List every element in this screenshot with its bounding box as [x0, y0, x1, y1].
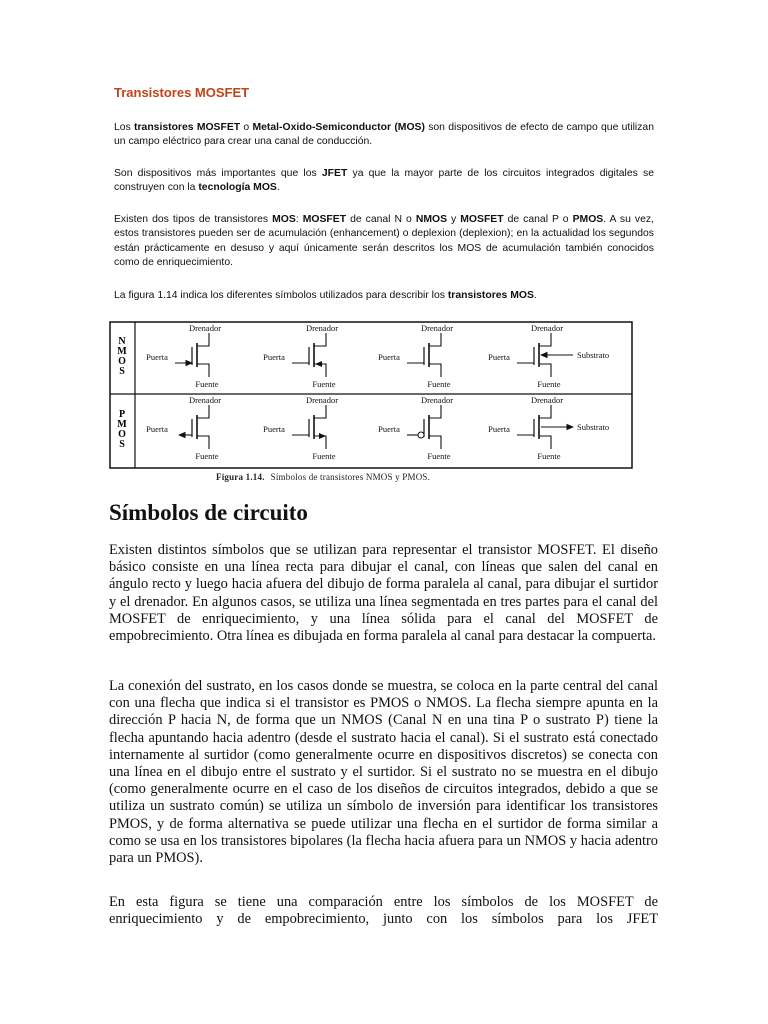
- pmos-symbol-4-label-drain: Drenador: [530, 395, 564, 405]
- paragraph-figure-reference: La figura 1.14 indica los diferentes símbolos utilizados para describir los transistores MOS.: [114, 290, 537, 301]
- nmos-symbol-3-label-gate: Puerta: [378, 352, 400, 362]
- pmos-symbol-1-label-source: Fuente: [195, 451, 219, 461]
- row-label-pmos: P M O S: [117, 409, 127, 450]
- nmos-symbol-2-label-source: Fuente: [312, 379, 336, 389]
- nmos-symbol-3-label-source: Fuente: [427, 379, 451, 389]
- pmos-symbol-2-label-gate: Puerta: [263, 424, 285, 434]
- pmos-symbol-4-label-source: Fuente: [537, 451, 561, 461]
- paragraph-mosfet-types: Existen dos tipos de transistores MOS: MOSFET de canal N o NMOS y MOSFET de canal P o PMOS. A su vez, estos transistores pueden ser de acumulación (enhancement) o deplexion (deplexion); en la actualidad los segundos están prácticamente en desuso y aquí únicamente serán descritos los MOS de acumulación también conocidos como de enriquecimiento.: [114, 214, 654, 269]
- pmos-symbol-3-label-drain: Drenador: [420, 395, 454, 405]
- nmos-symbol-1-label-source: Fuente: [195, 379, 219, 389]
- nmos-symbol-3-label-drain: Drenador: [420, 323, 454, 333]
- row-label-nmos: N M O S: [117, 336, 127, 377]
- paragraph-substrate: La conexión del sustrato, en los casos donde se muestra, se coloca en la parte central del canal con una flecha que indica si el transistor es PMOS o NMOS. La flecha siempre apunta en la dirección P hacia N, de forma que un NMOS (Canal N en una tina P o sustrato P) tiene la flecha apuntando hacia adentro (desde el sustrato hacia el canal). Si el sustrato está conectado internamente al surtidor (como generalmente ocurre en dispositivos discretos) se conecta con una línea en el dibujo entre el sustrato y el surtidor. Si el sustrato no se muestra en el dibujo (como generalmente ocurre en el caso de los diseños de circuitos integrados, debido a que se utiliza un sustrato común) se utiliza un símbolo de inversión para identificar los transistores PMOS, y de forma alternativa se puede utilizar una flecha en el surtidor de forma similar a como se usa en los transistores bipolares (la flecha hacia afuera para un NMOS y hacia adentro para un PMOS).: [109, 678, 658, 867]
- pmos-symbol-3-label-source: Fuente: [427, 451, 451, 461]
- pmos-symbol-1-label-drain: Drenador: [188, 395, 222, 405]
- nmos-symbol-4-label-drain: Drenador: [530, 323, 564, 333]
- nmos-symbol-2-label-drain: Drenador: [305, 323, 339, 333]
- pmos-symbol-3-label-gate: Puerta: [378, 424, 400, 434]
- section-title-mosfet: Transistores MOSFET: [114, 85, 250, 100]
- nmos-symbol-1-label-gate: Puerta: [146, 352, 168, 362]
- nmos-symbol-1-label-drain: Drenador: [188, 323, 222, 333]
- figure-caption: Figura 1.14. Símbolos de transistores NMOS y PMOS.: [216, 472, 431, 482]
- nmos-symbol-4-label-source: Fuente: [537, 379, 561, 389]
- paragraph-comparison: En esta figura se tiene una comparación entre los símbolos de los MOSFET de enriquecimiento y de empobrecimiento, junto con los símbolos para los JFET: [109, 894, 658, 928]
- paragraph-basic-symbol: Existen distintos símbolos que se utilizan para representar el transistor MOSFET. El diseño básico consiste en una línea recta para dibujar el canal, con líneas que salen del canal en ángulo recto y luego hacia afuera del dibujo de forma paralela al canal, para dibujar el surtidor y el drenador. En algunos casos, se utiliza una línea segmentada en tres partes para el canal del MOSFET de enriquecimiento, y una línea sólida para el canal del MOSFET de empobrecimiento. Otra línea es dibujada en forma paralela al canal para destacar la compuerta.: [109, 542, 658, 645]
- nmos-symbol-4-label-substrate: Substrato: [577, 350, 610, 360]
- pmos-symbol-4-label-gate: Puerta: [488, 424, 510, 434]
- mos-symbols-figure: [109, 321, 633, 469]
- section-title-circuit-symbols: Símbolos de circuito: [109, 500, 308, 525]
- pmos-symbol-2-label-drain: Drenador: [305, 395, 339, 405]
- pmos-symbol-4-label-substrate: Substrato: [577, 422, 610, 432]
- paragraph-mosfet-definition: Los transistores MOSFET o Metal-Oxido-Semiconductor (MOS) son dispositivos de efecto de campo que utilizan un campo eléctrico para crear una canal de conducción.: [114, 122, 654, 148]
- nmos-symbol-4-label-gate: Puerta: [488, 352, 510, 362]
- pmos-symbol-2-label-source: Fuente: [312, 451, 336, 461]
- pmos-symbol-1-label-gate: Puerta: [146, 424, 168, 434]
- paragraph-mosfet-importance: Son dispositivos más importantes que los JFET ya que la mayor parte de los circuitos integrados digitales se construyen con la tecnología MOS.: [114, 168, 654, 194]
- pmos-symbol-3-inversion-bubble: [418, 432, 424, 438]
- nmos-symbol-2-label-gate: Puerta: [263, 352, 285, 362]
